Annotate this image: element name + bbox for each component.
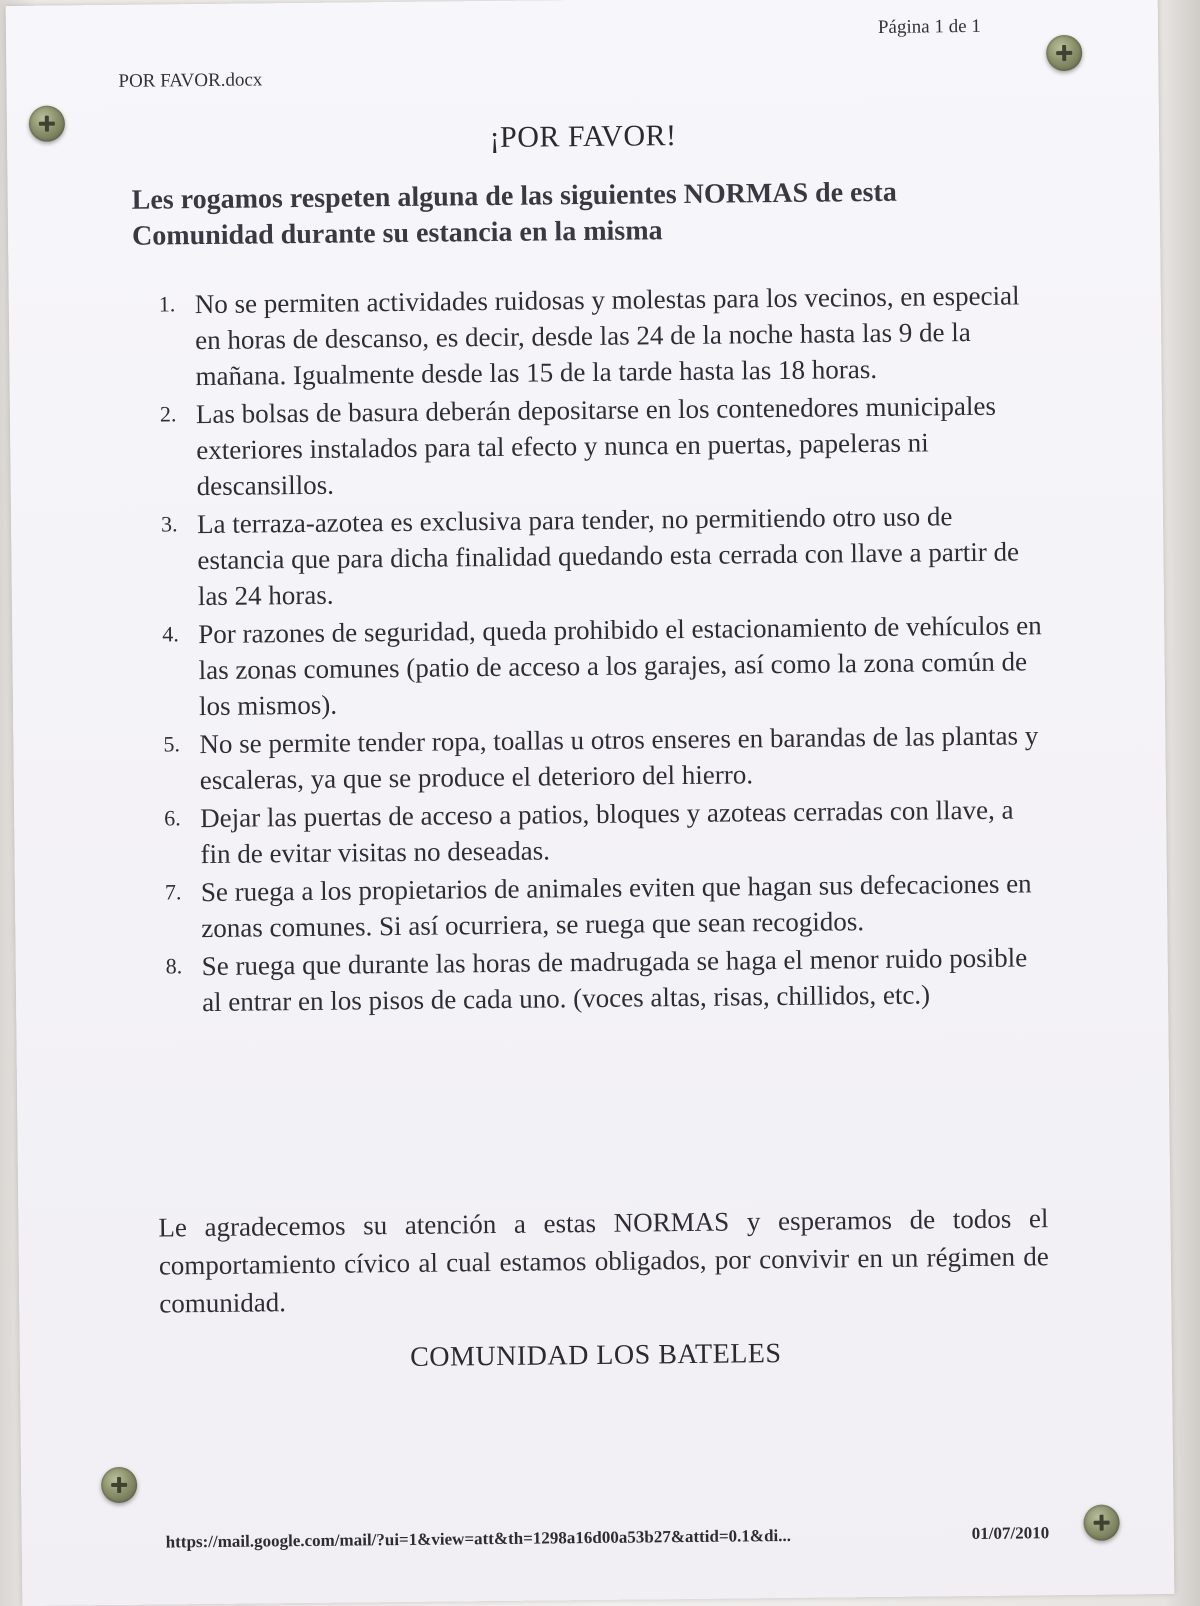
document-filename: POR FAVOR.docx [118,69,263,92]
rule-text: Se ruega que durante las horas de madrugada se haga el menor ruido posible al entrar en los pisos de cada uno. (voces altas, risas, chillidos, etc.) [201,942,1028,1018]
rule-number: 8. [165,953,183,979]
list-item [166,939,1047,1020]
rule-number: 4. [162,621,179,647]
list-item [164,791,1045,872]
rule-text: No se permite tender ropa, toallas u otros enseres en barandas de las plantas y escaleras, ya que se produce el deterioro del hierro. [199,720,1039,796]
screw-icon [101,1467,137,1503]
rule-number: 2. [159,401,177,427]
footer-url: https://mail.google.com/mail/?ui=1&view=att&th=1298a16d00a53b27&attid=0.1&di... [165,1525,792,1552]
list-item [161,497,1042,614]
rule-text: Por razones de seguridad, queda prohibido el estacionamiento de vehículos en las zonas comunes (patio de acceso a los garajes, así como la zona común de los mismos). [198,610,1042,722]
rule-number: 6. [164,805,181,831]
list-item [162,607,1043,724]
page-indicator: Página 1 de 1 [877,15,981,38]
closing-text: Le agradecemos su atención a estas NORMAS y esperamos de todos el comportamiento cívico al cual estamos obligados, por convivir en un régimen de comunidad. [158,1203,1049,1319]
rule-text: No se permiten actividades ruidosas y molestas para los vecinos, en especial en horas de descanso, es decir, desde las 24 de la noche hasta las 9 de la mañana. Igualmente desde las 15 de la tarde hasta las 18 horas. [194,280,1020,392]
rule-text: La terraza-azotea es exclusiva para tender, no permitiendo otro uso de estancia que para dicha finalidad quedando esta cerrada con llave a partir de las 24 horas. [196,501,1020,612]
intro-text: Les rogamos respeten alguna de las siguientes NORMAS de esta Comunidad durante su estancia en la misma [131,176,897,252]
screw-icon [1046,35,1082,71]
footer-date: 01/07/2010 [971,1523,1050,1544]
rules-list [159,277,1047,1022]
rule-number: 1. [158,291,176,317]
list-item [163,717,1044,798]
list-item [159,277,1040,394]
rule-number: 3. [160,511,178,537]
rule-number: 5. [163,731,181,757]
screw-icon [1083,1504,1119,1540]
rule-number: 7. [164,879,182,905]
page-title: ¡POR FAVOR! [489,119,677,155]
list-item [165,865,1046,946]
rule-text: Las bolsas de basura deberán depositarse en los contenedores municipales exteriores instalados para tal efecto y nunca en puertas, papeleras ni descansillos. [195,390,997,502]
list-item [160,387,1041,504]
rule-text: Dejar las puertas de acceso a patios, bloques y azoteas cerradas con llave, a fin de evitar visitas no deseadas. [200,794,1014,870]
notice-sheet [6,0,1175,1606]
signature: COMUNIDAD LOS BATELES [409,1338,782,1373]
rule-text: Se ruega a los propietarios de animales eviten que hagan sus defecaciones en zonas comunes. Si así ocurriera, se ruega que sean recogidos. [200,868,1032,944]
